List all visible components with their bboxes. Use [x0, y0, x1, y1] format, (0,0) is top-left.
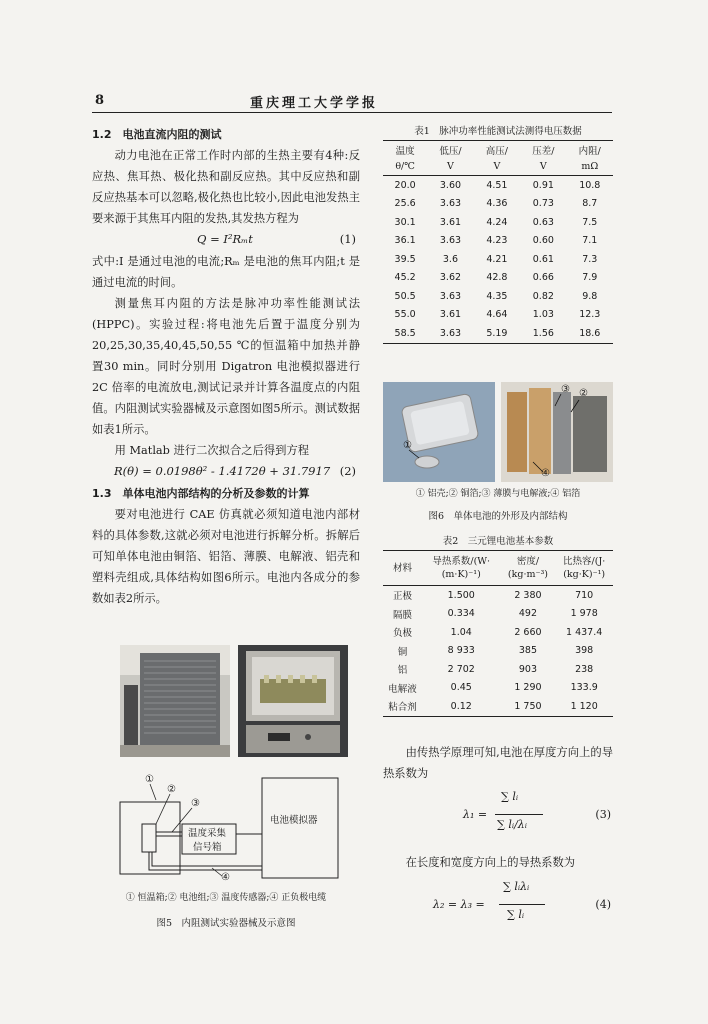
table-cell: 4.35: [486, 290, 508, 302]
equation-4-denominator: ∑ lᵢ: [507, 908, 525, 921]
table-cell: 50.5: [394, 290, 416, 302]
table-row: [383, 287, 613, 306]
fig6-marker-4: ④: [541, 468, 550, 479]
equation-3: [383, 788, 613, 844]
table-cell: 903: [518, 663, 538, 675]
table-row: [383, 232, 613, 251]
fig6-marker-3: ③: [561, 384, 570, 395]
table-1-header: 内阻/: [567, 141, 613, 159]
table-cell: 0.334: [447, 608, 475, 620]
table-row: [383, 213, 613, 232]
table-cell: 0.61: [532, 253, 554, 265]
table-cell: 1.500: [447, 589, 475, 601]
equation-2: [92, 461, 360, 483]
table-2: [383, 550, 613, 717]
table-cell: 7.5: [582, 216, 598, 228]
paragraph-text: 在长度和宽度方向上的导热系数为: [405, 856, 576, 869]
table-1-header: 温度: [383, 141, 427, 159]
table-cell: 0.73: [532, 198, 554, 210]
table-cell: 20.0: [394, 179, 416, 191]
table-cell: 3.63: [439, 290, 462, 302]
table-row: [383, 306, 613, 325]
table-cell: 10.8: [579, 179, 601, 191]
equation-1-body: Q = I²Rₘt: [197, 232, 253, 246]
paragraph-variable-definitions: 式中:I 是通过电池的电流;Rₘ 是电池的焦耳内阻;t 是通过电流的时间。: [92, 255, 360, 289]
equation-3-denominator: ∑ lᵢ/λᵢ: [497, 818, 527, 831]
fig5-simulator-label: 电池模拟器: [270, 815, 318, 826]
table-cell: 18.6: [567, 324, 613, 343]
table-cell: 9.8: [582, 290, 598, 302]
figure-5-legend: ① 恒温箱;② 电池组;③ 温度传感器;④ 正负极电缆: [125, 893, 327, 903]
equation-4-number: (4): [595, 898, 611, 911]
table-row: [383, 623, 613, 642]
table-row: [383, 605, 613, 624]
table-cell: 385: [518, 645, 538, 657]
page-number: 8: [95, 93, 105, 108]
table-cell: 1 978: [570, 608, 598, 620]
table-row: [383, 195, 613, 214]
table-cell: 0.66: [532, 272, 554, 284]
table-cell: 2 660: [514, 626, 542, 638]
table-row: [383, 679, 613, 698]
table-cell: 238: [575, 663, 594, 675]
header-rule: [92, 112, 612, 113]
table-cell: 3.60: [439, 179, 462, 191]
fig5-marker-2: ②: [167, 784, 176, 795]
table-cell: 隔膜: [392, 609, 412, 621]
equation-3-numerator: ∑ lᵢ: [501, 790, 519, 803]
table-2-header-conductivity: 导热系数/(W· (m·K)⁻¹): [422, 551, 501, 586]
table-cell: 1.03: [532, 309, 554, 321]
figure-5-caption: 图5 内阻测试实验器械及示意图: [156, 918, 296, 929]
table-cell: 0.45: [450, 682, 472, 694]
figure-6-legend: ① 铝壳;② 铜箔;③ 薄膜与电解液;④ 铝箔: [415, 489, 581, 499]
table-cell: 39.5: [394, 253, 416, 265]
table-cell: 8.7: [582, 198, 598, 210]
figure-5-schematic: [112, 772, 352, 892]
equation-2-number: (2): [339, 464, 356, 478]
paragraph-hppc-method: 测量焦耳内阻的方法是脉冲功率性能测试法(HPPC)。实验过程:将电池先后置于温度分别为20,25,30,35,40,45,50,55 ℃的恒温箱中加热并静置30 min。同时分别用 Digatron 电池模拟器进行2C 倍率的电流放电,测试记录并计算各温度点的内阻值。内阻测试实验器械及示意图如图5所示。测试数据如表1所示。: [92, 297, 360, 436]
fig5-box-label-1: 温度采集: [188, 828, 227, 839]
table-cell: 电解液: [388, 683, 417, 695]
table-2-block: [383, 534, 613, 717]
equation-4-numerator: ∑ lᵢλᵢ: [503, 880, 530, 893]
table-cell: 8 933: [447, 645, 475, 657]
left-column: [92, 124, 360, 609]
fig6-marker-2: ②: [579, 388, 588, 399]
table-cell: 492: [518, 608, 538, 620]
table-cell: 1.56: [520, 324, 566, 343]
table-1-header-row: [383, 141, 613, 159]
photo-battery-in-chamber: [238, 645, 348, 757]
photo-thermostat-chamber: [120, 645, 230, 757]
equation-4: [383, 876, 613, 932]
table-cell: 42.8: [486, 272, 508, 284]
table-cell: 7.1: [582, 235, 598, 247]
equation-3-lhs: λ₁ =: [463, 808, 488, 821]
table-1: [383, 140, 613, 344]
table-cell: 3.63: [439, 198, 462, 210]
equation-3-number: (3): [595, 808, 611, 821]
table-cell: 3.6: [442, 253, 458, 265]
equation-1-number: (1): [339, 232, 356, 246]
table-cell: 4.24: [486, 216, 508, 228]
fig5-marker-4: ④: [221, 872, 230, 883]
table-cell: 0.60: [532, 235, 554, 247]
table-2-caption: 表2 三元锂电池基本参数: [442, 536, 554, 547]
figure-5-photos: [120, 645, 348, 757]
equation-4-lhs: λ₂ = λ₃ =: [433, 898, 485, 911]
equation-2-body: R(θ) = 0.0198θ² - 1.4172θ + 31.7917: [114, 464, 331, 478]
paragraph-heat-sources: 动力电池在正常工作时内部的生热主要有4种:反应热、焦耳热、极化热和副反应热。其中反应热和副反应热基本可以忽略,极化热也比较小,因此电池发热主要来源于其焦耳内阻的发热,其发热方程为: [92, 149, 360, 225]
table-cell: 粘合剂: [383, 697, 422, 716]
table-cell: 7.3: [582, 253, 598, 265]
table-row: [383, 250, 613, 269]
fig6-marker-1: ①: [403, 440, 412, 451]
table-cell: 45.2: [394, 272, 416, 284]
table-cell: 3.63: [427, 324, 473, 343]
table-cell: 2 380: [514, 589, 542, 601]
table-cell: 12.3: [579, 309, 601, 321]
table-row: [383, 697, 613, 716]
table-cell: 3.61: [439, 309, 462, 321]
table-row: [383, 176, 613, 195]
table-cell: 2 702: [447, 663, 475, 675]
table-cell: 58.5: [383, 324, 427, 343]
fig5-box-label-2: 信号箱: [193, 842, 222, 853]
table-cell: 铝: [397, 665, 408, 677]
table-cell: 710: [575, 589, 594, 601]
table-cell: 25.6: [394, 198, 416, 210]
table-cell: 铜: [397, 646, 408, 658]
table-cell: 3.63: [439, 235, 462, 247]
table-cell: 4.51: [486, 179, 508, 191]
section-1-3-heading: 1.3 单体电池内部结构的分析及参数的计算: [92, 487, 310, 500]
table-cell: 0.91: [532, 179, 554, 191]
figure-6-photos: [383, 382, 613, 482]
paragraph-thickness-conductivity: [383, 742, 613, 784]
table-row: [383, 660, 613, 679]
section-1-2-heading: 1.2 电池直流内阻的测试: [92, 128, 222, 141]
table-row: [383, 324, 613, 343]
table-cell: 0.12: [422, 697, 501, 716]
table-cell: 3.61: [439, 216, 462, 228]
paragraph-matlab-fit: 用 Matlab 进行二次拟合之后得到方程: [114, 444, 310, 457]
equation-4-fraction-bar: [499, 904, 545, 905]
table-cell: 1 437.4: [566, 626, 603, 638]
table-2-header-material: 材料: [383, 551, 422, 586]
table-cell: 1 750: [501, 697, 556, 716]
table-cell: 133.9: [570, 682, 598, 694]
table-1-header: 高压/: [474, 141, 520, 159]
table-cell: 0.82: [532, 290, 554, 302]
equation-3-fraction-bar: [495, 814, 543, 815]
fig5-marker-3: ③: [191, 798, 200, 809]
table-1-caption: 表1 脉冲功率性能测试法测得电压数据: [414, 126, 582, 137]
table-1-header: 压差/: [520, 141, 566, 159]
figure-6-caption: 图6 单体电池的外形及内部结构: [428, 511, 568, 522]
table-cell: 36.1: [394, 235, 416, 247]
table-cell: 1 120: [555, 697, 613, 716]
paragraph-text: 由传热学原理可知,电池在厚度方向上的导热系数为: [383, 746, 613, 780]
table-2-header-row: [383, 551, 613, 586]
table-2-header-heat-capacity: 比热容/(J· (kg·K)⁻¹): [555, 551, 613, 586]
table-cell: 1.04: [450, 626, 472, 638]
table-cell: 4.64: [486, 309, 508, 321]
table-1-unit: V: [474, 158, 520, 176]
table-row: [383, 269, 613, 288]
table-1-header: 低压/: [427, 141, 473, 159]
journal-title: 重庆理工大学学报: [250, 96, 379, 111]
table-cell: 4.23: [486, 235, 508, 247]
table-1-unit-row: [383, 158, 613, 176]
fig5-marker-1: ①: [145, 774, 154, 785]
table-cell: 3.62: [439, 272, 462, 284]
table-cell: 0.63: [532, 216, 554, 228]
table-cell: 5.19: [474, 324, 520, 343]
table-1-unit: θ/℃: [383, 158, 427, 176]
table-2-header-density: 密度/ (kg·m⁻³): [501, 551, 556, 586]
table-1-block: [383, 124, 613, 344]
table-cell: 55.0: [394, 309, 416, 321]
equation-1: [92, 229, 360, 251]
paragraph-disassembly: 要对电池进行 CAE 仿真就必须知道电池内部材料的具体参数,这就必须对电池进行拆解分析。拆解后可知单体电池由铜箔、铝箔、薄膜、电解液、铝壳和塑料壳组成,具体结构如图6所示。电池内各成分的参数如表2所示。: [92, 508, 360, 605]
table-1-unit: V: [520, 158, 566, 176]
table-cell: 4.36: [486, 198, 508, 210]
table-row: [383, 586, 613, 605]
table-cell: 30.1: [394, 216, 416, 228]
table-1-unit: V: [427, 158, 473, 176]
table-cell: 7.9: [582, 272, 598, 284]
table-1-unit: mΩ: [567, 158, 613, 176]
table-row: [383, 642, 613, 661]
table-cell: 1 290: [514, 682, 542, 694]
paragraph-length-width-conductivity: [383, 852, 613, 873]
table-cell: 398: [575, 645, 594, 657]
table-cell: 4.21: [486, 253, 508, 265]
table-cell: 负极: [392, 628, 412, 640]
table-cell: 正极: [392, 591, 412, 603]
